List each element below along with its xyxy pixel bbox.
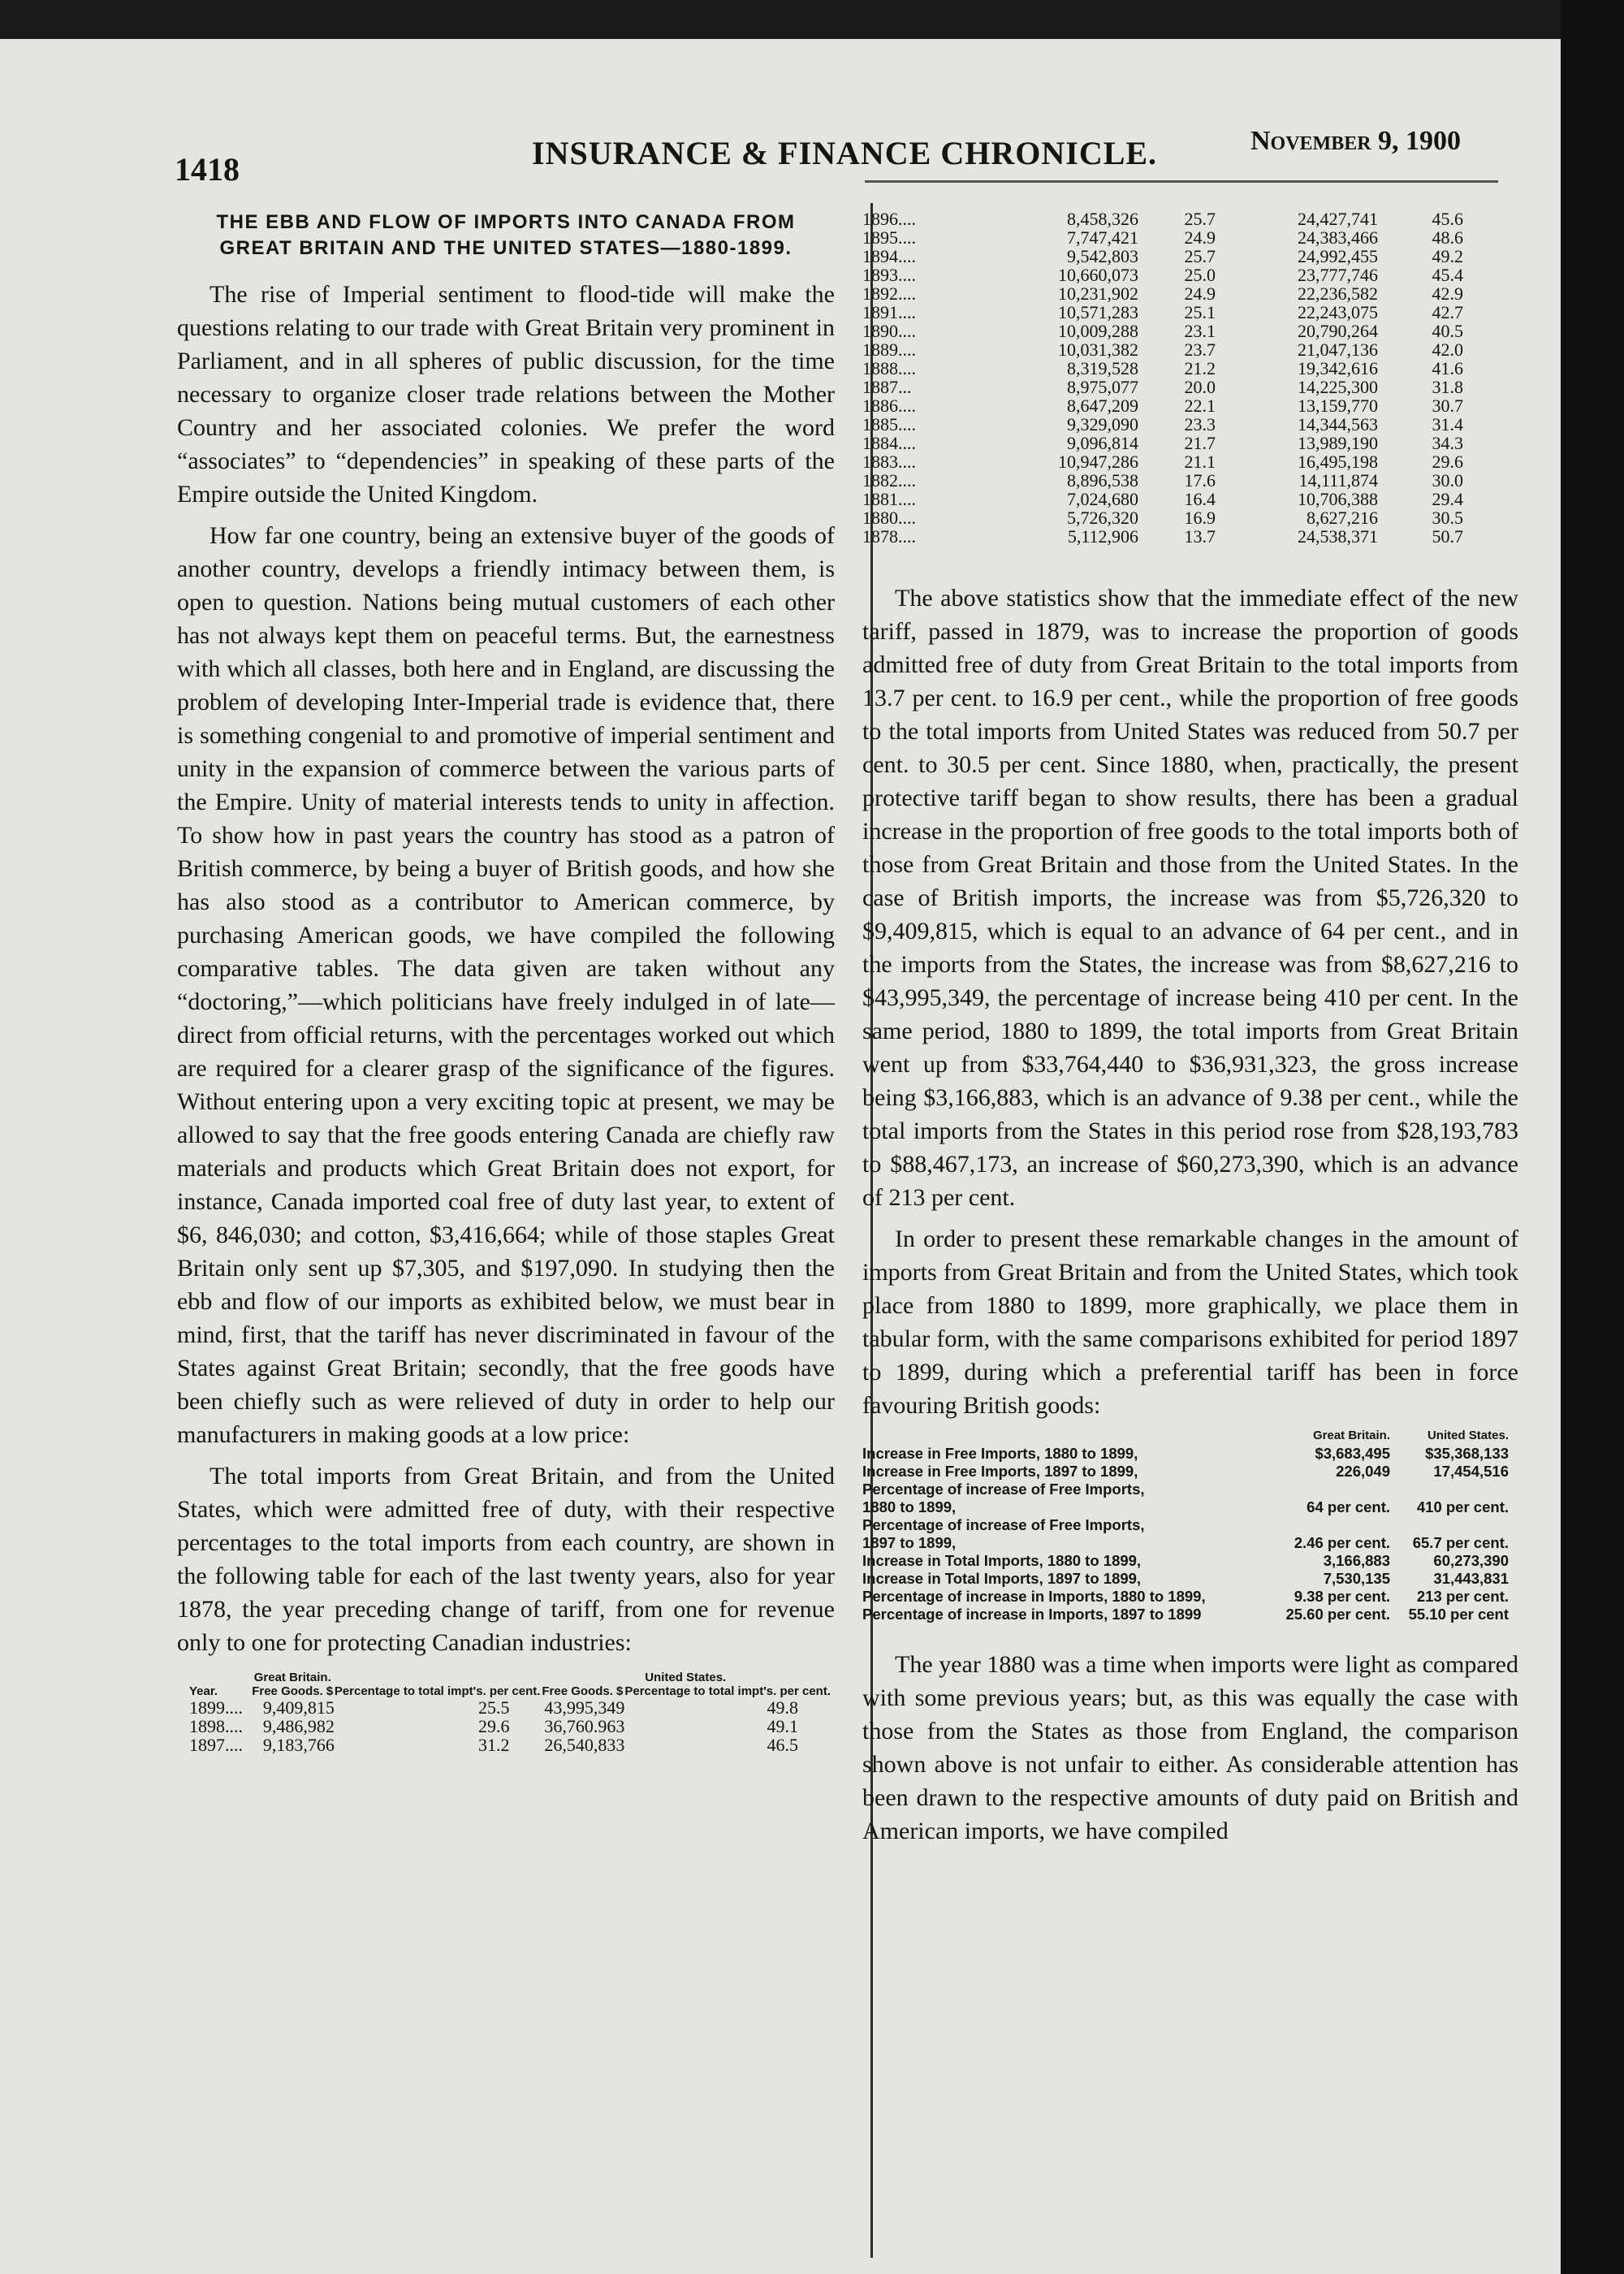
table-cell: 30.5 [1432, 508, 1463, 528]
table-cell: 22.1 [1184, 396, 1216, 416]
table-cell: 9,486,982 [262, 1716, 335, 1736]
table-cell: 7,024,680 [1067, 489, 1138, 509]
page-edge-shadow [1561, 0, 1624, 2274]
table-cell: 8,319,528 [1067, 358, 1138, 378]
table-row [862, 471, 1479, 490]
table-cell: 22,236,582 [1298, 283, 1378, 304]
table-cell: 36,760.963 [544, 1716, 625, 1736]
table-cell: 1888.... [862, 358, 916, 378]
right-column [862, 210, 1518, 1848]
col-header: Percentage to total impt's. per cent. [624, 1684, 831, 1698]
table-cell: 24,538,371 [1298, 526, 1378, 547]
page-header [175, 89, 1494, 188]
table-cell: 26,540,833 [544, 1735, 625, 1755]
table-cell: $3,683,495 [1315, 1445, 1390, 1462]
table-cell: 13,989,190 [1298, 433, 1378, 453]
table-row [862, 303, 1479, 322]
table-cell: 10,009,288 [1058, 321, 1138, 341]
table-cell: 213 per cent. [1416, 1588, 1509, 1605]
table-row [189, 1698, 831, 1717]
table-cell: 31.8 [1432, 377, 1463, 397]
table-cell: 30.0 [1432, 470, 1463, 491]
table-cell: 23.1 [1184, 321, 1216, 341]
table-cell: Percentage of increase in Imports, 1897 to 1899 [862, 1606, 1202, 1623]
table-cell: 64 per cent. [1307, 1498, 1390, 1515]
table-cell: 1886.... [862, 396, 916, 416]
col-header: Percentage to total impt's. per cent. [334, 1684, 541, 1698]
table-cell: 1883.... [862, 452, 916, 472]
table-row [862, 508, 1479, 527]
table-cell: 55.10 per cent [1408, 1606, 1509, 1623]
table-row [862, 1463, 1509, 1481]
table-cell: 42.0 [1432, 339, 1463, 360]
table-cell: 42.9 [1432, 283, 1463, 304]
group-header: United States. [645, 1671, 727, 1684]
table-cell: 25.5 [477, 1697, 510, 1718]
table-row [862, 210, 1479, 228]
imports-table-head [189, 1671, 831, 1754]
table-row [862, 1427, 1509, 1445]
col-header: Great Britain. [1312, 1429, 1390, 1442]
table-cell: 1892.... [862, 283, 916, 304]
table-cell: 16.9 [1184, 508, 1216, 528]
table-cell: 10,031,382 [1058, 339, 1138, 360]
table-cell: 23.7 [1184, 339, 1216, 360]
table-cell: 8,975,077 [1067, 377, 1138, 397]
table-cell: Percentage of increase of Free Imports, 1897 to 1899, [862, 1516, 1145, 1551]
page-number: 1418 [175, 151, 240, 188]
table-cell: 17.6 [1184, 470, 1216, 491]
table-row [189, 1717, 831, 1736]
table-cell: 7,530,135 [1323, 1570, 1390, 1587]
col-header [189, 1671, 251, 1684]
table-cell: 226,049 [1336, 1463, 1390, 1480]
table-cell: 21,047,136 [1298, 339, 1378, 360]
table-cell: 20,790,264 [1298, 321, 1378, 341]
table-cell: 50.7 [1432, 526, 1463, 547]
table-row [862, 490, 1479, 508]
table-cell: 1887... [862, 377, 912, 397]
table-cell: 1878.... [862, 526, 916, 547]
table-cell: 24,992,455 [1298, 246, 1378, 266]
article-title: THE EBB AND FLOW OF IMPORTS INTO CANADA FROM GREAT BRITAIN AND THE UNITED STATES—1880-1899. [216, 211, 796, 259]
table-cell: 25.1 [1184, 302, 1216, 322]
table-row [862, 359, 1479, 378]
table-cell: 13.7 [1184, 526, 1216, 547]
table-cell: 1881.... [862, 489, 916, 509]
table-cell: 1896.... [862, 209, 916, 229]
header-rule [865, 180, 1498, 183]
table-row [862, 396, 1479, 415]
left-column [177, 210, 835, 1754]
table-cell: 8,458,326 [1067, 209, 1138, 229]
table-cell: 1893.... [862, 265, 916, 285]
table-row [862, 1552, 1509, 1570]
col-header: Year. [189, 1684, 218, 1698]
table-cell: 1889.... [862, 339, 916, 360]
table-cell: 25.0 [1184, 265, 1216, 285]
table-cell: 24,427,741 [1298, 209, 1378, 229]
table-cell: 1895.... [862, 227, 916, 248]
table-cell: 45.4 [1432, 265, 1463, 285]
table-cell: 10,231,902 [1058, 283, 1138, 304]
table-row [862, 527, 1479, 546]
paragraph: The above statistics show that the immediate effect of the new tariff, passed in 1879, was to increase the proportion of goods admitted free of duty from Great Britain to the total imports from 13.7 per cent. to 16.9 per cent., while the proportion of free goods to the total imports from United States was reduced from 50.7 per cent. to 30.5 per cent. Since 1880, when, practically, the present protective tariff began to show results, there has been a gradual increase in the proportion of free goods to the total imports both of those from Great Britain and those from the United States. In the case of British imports, the increase was from $5,726,320 to $9,409,815, which is equal to an advance of 64 per cent., and in the imports from the States, the increase was from $8,627,216 to $43,995,349, the percentage of increase being 410 per cent. In the same period, 1880 to 1899, the total imports from Great Britain went up from $33,764,440 to $36,931,323, the gross increase being $3,166,883, which is an advance of 9.38 per cent., while the total imports from the States in this period rose from $28,193,783 to $88,467,173, an increase of $60,273,390, which is an advance of 213 per cent. [862, 585, 1518, 1211]
table-cell: 9,183,766 [262, 1735, 335, 1755]
table-cell: 1884.... [862, 433, 916, 453]
col-header: United States. [1427, 1429, 1509, 1442]
table-cell: Percentage of increase of Free Imports, 1880 to 1899, [862, 1481, 1145, 1515]
table-cell: 45.6 [1432, 209, 1463, 229]
table-cell: 1897.... [189, 1735, 243, 1755]
table-cell: 60,273,390 [1433, 1552, 1509, 1569]
table-cell: 5,726,320 [1067, 508, 1138, 528]
table-cell: 9,542,803 [1067, 246, 1138, 266]
col-header: Free Goods. $ [252, 1684, 334, 1698]
table-row [862, 322, 1479, 340]
table-cell: 31.4 [1432, 414, 1463, 434]
table-cell: 7,747,421 [1067, 227, 1138, 248]
table-cell: 20.0 [1184, 377, 1216, 397]
table-row [862, 266, 1479, 284]
table-cell: 29.6 [477, 1716, 510, 1736]
table-cell: 8,647,209 [1067, 396, 1138, 416]
table-row [862, 1588, 1509, 1606]
table-cell: 14,225,300 [1298, 377, 1378, 397]
table-cell: 24.9 [1184, 283, 1216, 304]
paragraph: The total imports from Great Britain, and from the United States, which were admitted free of duty, with their respective percentages to the total imports from each country, are shown in the following table for each of the last twenty years, also for year 1878, the year preceding change of tariff, from one for revenue only to one for protecting Canadian industries: [177, 1463, 835, 1656]
journal-title: INSURANCE & FINANCE CHRONICLE. [532, 135, 1158, 171]
table-cell: 30.7 [1432, 396, 1463, 416]
table-cell: 49.1 [767, 1716, 798, 1736]
table-cell: 5,112,906 [1067, 526, 1138, 547]
table-cell: 9,096,814 [1067, 433, 1138, 453]
table-cell: 8,896,538 [1067, 470, 1138, 491]
table-cell: $35,368,133 [1425, 1445, 1509, 1462]
table-cell: 3,166,883 [1323, 1552, 1390, 1569]
table-cell: 25.60 per cent. [1285, 1606, 1390, 1623]
table-row [862, 284, 1479, 303]
table-cell: 42.7 [1432, 302, 1463, 322]
table-cell: 23.3 [1184, 414, 1216, 434]
paragraph: In order to present these remarkable changes in the amount of imports from Great Britain and from the United States, which took place from 1880 to 1899, more graphically, we place them in tabular form, with the same comparisons exhibited for period 1897 to 1899, during which a preferential tariff has been in force favouring British goods: [862, 1226, 1518, 1419]
table-cell: 1899.... [189, 1697, 243, 1718]
table-cell: 21.7 [1184, 433, 1216, 453]
table-cell: 1891.... [862, 302, 916, 322]
issue-date: November 9, 1900 [1250, 126, 1462, 156]
table-cell: 1898.... [189, 1716, 243, 1736]
table-cell: 41.6 [1432, 358, 1463, 378]
table-cell: 24,383,466 [1298, 227, 1378, 248]
table-cell: 31.2 [477, 1735, 510, 1755]
table-cell: 21.2 [1184, 358, 1216, 378]
table-cell: 40.5 [1432, 321, 1463, 341]
table-row [862, 228, 1479, 247]
table-cell: 25.7 [1184, 246, 1216, 266]
table-cell: 23,777,746 [1298, 265, 1378, 285]
table-cell: 13,159,770 [1298, 396, 1378, 416]
table-cell: Increase in Total Imports, 1880 to 1899, [862, 1552, 1142, 1569]
table-cell: 10,706,388 [1298, 489, 1378, 509]
paragraph: The rise of Imperial sentiment to flood-tide will make the questions relating to our trade with Great Britain very prominent in Parliament, and in all spheres of public discussion, for the time necessary to organize closer trade relations between the Mother Country and her associated colonies. We prefer the word “associates” to “dependencies” in speaking of these parts of the Empire outside the United Kingdom. [177, 281, 835, 508]
table-cell: Percentage of increase in Imports, 1880 to 1899, [862, 1588, 1206, 1605]
table-cell: 16.4 [1184, 489, 1216, 509]
table-row [862, 434, 1479, 452]
table-row [862, 415, 1479, 434]
table-cell: 21.1 [1184, 452, 1216, 472]
comparison-table [862, 1427, 1509, 1623]
imports-table-continued [862, 210, 1479, 546]
table-row [862, 1606, 1509, 1623]
table-cell: 410 per cent. [1416, 1498, 1509, 1515]
table-cell: Increase in Free Imports, 1880 to 1899, [862, 1445, 1138, 1462]
paragraph: The year 1880 was a time when imports were light as compared with some previous years; but, as this was equally the case with those from the States as those from England, the comparison shown above is not unfair to either. As considerable attention has been drawn to the respective amounts of duty paid on British and American imports, we have compiled [862, 1651, 1518, 1844]
table-row [862, 452, 1479, 471]
table-row [862, 378, 1479, 396]
table-cell: 46.5 [767, 1735, 798, 1755]
table-cell: 48.6 [1432, 227, 1463, 248]
table-cell: 31,443,831 [1433, 1570, 1509, 1587]
table-row [189, 1736, 831, 1754]
table-cell: 1894.... [862, 246, 916, 266]
col-header: Free Goods. $ [542, 1684, 624, 1698]
table-row [862, 1445, 1509, 1463]
table-row [862, 1516, 1509, 1552]
table-cell: 9,409,815 [262, 1697, 335, 1718]
table-cell: Increase in Total Imports, 1897 to 1899, [862, 1570, 1142, 1587]
table-cell: 17,454,516 [1433, 1463, 1509, 1480]
table-cell: 14,344,563 [1298, 414, 1378, 434]
table-row [862, 1481, 1509, 1516]
table-cell: 25.7 [1184, 209, 1216, 229]
table-cell: 10,571,283 [1058, 302, 1138, 322]
table-cell: 34.3 [1432, 433, 1463, 453]
table-cell: 24.9 [1184, 227, 1216, 248]
table-row [862, 1570, 1509, 1588]
table-cell: 43,995,349 [544, 1697, 625, 1718]
col-header [335, 1671, 541, 1684]
table-cell: 49.8 [767, 1697, 798, 1718]
table-cell: 2.46 per cent. [1294, 1534, 1390, 1551]
group-header: Great Britain. [253, 1671, 331, 1684]
table-cell: 19,342,616 [1298, 358, 1378, 378]
table-cell: 10,660,073 [1058, 265, 1138, 285]
table-cell: 1882.... [862, 470, 916, 491]
table-cell: 16,495,198 [1298, 452, 1378, 472]
table-cell: 29.6 [1432, 452, 1463, 472]
table-cell: 1880.... [862, 508, 916, 528]
table-cell: 9.38 per cent. [1294, 1588, 1390, 1605]
table-cell: 1885.... [862, 414, 916, 434]
table-cell: 8,627,216 [1307, 508, 1378, 528]
table-cell: 10,947,286 [1058, 452, 1138, 472]
table-cell: 65.7 per cent. [1412, 1534, 1509, 1551]
table-row [862, 340, 1479, 359]
table-cell: 29.4 [1432, 489, 1463, 509]
table-cell: 1890.... [862, 321, 916, 341]
paragraph: How far one country, being an extensive buyer of the goods of another country, develops a friendly intimacy between them, is open to question. Nations being mutual customers of each other has not always kept them on peaceful terms. But, the earnestness with which all classes, both here and in England, are discussing the problem of developing Inter-Imperial trade is evidence that, there is something congenial to and promotive of imperial sentiment and unity in the expansion of commerce between the various parts of the Empire. Unity of material interests tends to unity in affection. To show how in past years the country has stood as a patron of British commerce, by being a buyer of British goods, and how she has also stood as a contributor to American commerce, by purchasing American goods, we have compiled the following comparative tables. The data given are taken without any “doctoring,”—which politicians have freely indulged in of late—direct from official returns, with the percentages worked out which are required for a clearer grasp of the significance of the figures. Without entering upon a very exciting topic at present, we may be allowed to say that the free goods entering Canada are chiefly raw materials and products which Great Britain does not export, for instance, Canada imported coal free of duty last year, to extent of $6, 846,030; and cotton, $3,416,664; while of those staples Great Britain only sent up $7,305, and $197,090. In studying then the ebb and flow of our imports as exhibited below, we must bear in mind, first, that the tariff has never discriminated in favour of the States against Great Britain; secondly, that the free goods have been chiefly such as were relieved of duty in order to help our manufacturers in making goods at a low price: [177, 522, 835, 1448]
table-cell: Increase in Free Imports, 1897 to 1899, [862, 1463, 1138, 1480]
table-row [862, 247, 1479, 266]
table-cell: 49.2 [1432, 246, 1463, 266]
table-cell: 22,243,075 [1298, 302, 1378, 322]
table-cell: 14,111,874 [1298, 470, 1378, 491]
table-cell: 9,329,090 [1067, 414, 1138, 434]
